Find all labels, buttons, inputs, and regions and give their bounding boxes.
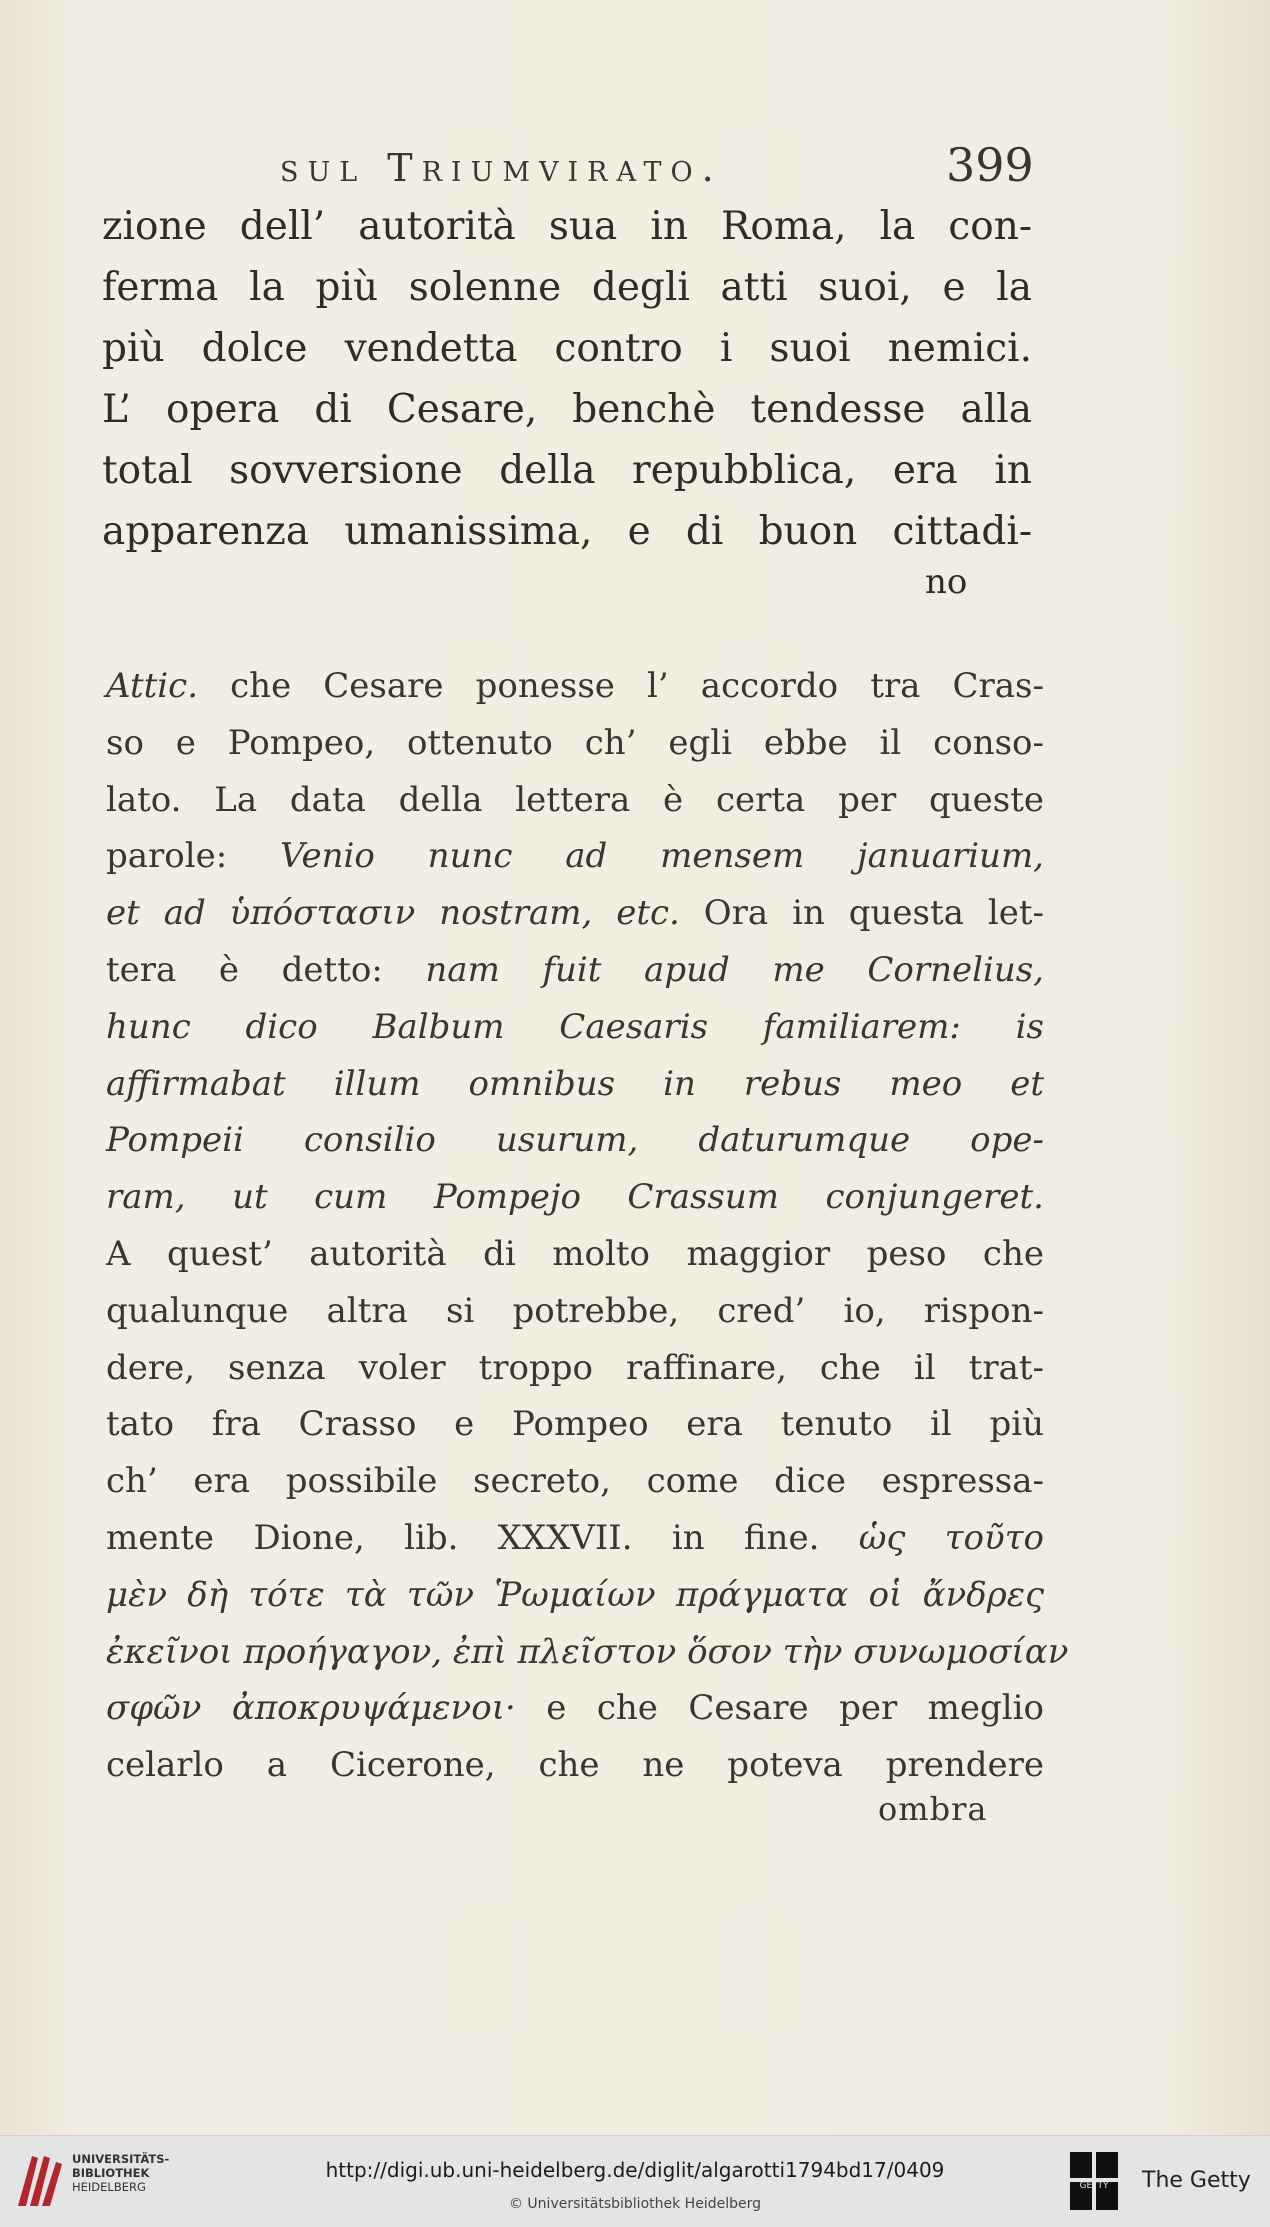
main-text: [102, 196, 1032, 562]
text-run: lato. La data della lettera è certa per queste: [106, 779, 1044, 820]
italic-run: μὲν δὴ τότε τὰ τῶν Ῥωμαίων πράγματα οἱ ἄνδρες: [106, 1574, 1044, 1615]
italic-run: affirmabat illum omnibus in rebus meo et: [106, 1063, 1044, 1104]
footnote-line: [106, 885, 1044, 942]
footnote-line: [106, 1283, 1044, 1340]
text-run: so e Pompeo, ottenuto ch’ egli ebbe il conso-: [106, 722, 1044, 763]
footnote-line: [106, 1169, 1044, 1226]
text-line: total sovversione della repubblica, era in: [102, 448, 1032, 493]
page-number: 399: [946, 138, 1034, 192]
text-run: tato fra Crasso e Pompeo era tenuto il più: [106, 1404, 1044, 1445]
copyright-notice: © Universitätsbibliothek Heidelberg: [508, 2196, 761, 2212]
text-run: mente Dione, lib. XXXVII. in fine.: [106, 1517, 859, 1558]
footnote-line: [106, 1453, 1044, 1510]
page-url-link[interactable]: http://digi.ub.uni-heidelberg.de/diglit/algarotti1794bd17/0409: [325, 2158, 945, 2182]
footnote-line: [106, 999, 1044, 1056]
footnote-catchword: ombra: [878, 1790, 988, 1828]
footnote-line: [106, 1226, 1044, 1283]
footnote-line: [106, 715, 1044, 772]
italic-run: nam fuit apud me Cornelius,: [425, 949, 1044, 990]
footnote-line: [106, 1624, 1069, 1681]
italic-run: hunc dico Balbum Caesaris familiarem: is: [106, 1006, 1044, 1047]
footnote-line: [106, 1510, 1044, 1567]
footnote-text: [106, 658, 1069, 1794]
italic-run: ἐκεῖνοι προήγαγον, ἐπὶ πλεῖστον ὅσον τὴν συνωμοσίαν: [106, 1631, 1069, 1672]
footnote-line: [106, 1737, 1044, 1794]
text-run: e che Cesare per meglio: [515, 1688, 1045, 1729]
footnote-line: [106, 772, 1044, 829]
library-name-line: UNIVERSITÄTS-: [72, 2152, 170, 2166]
getty-logo-icon: [1066, 2148, 1122, 2214]
footnote-line: [106, 1056, 1044, 1113]
italic-run: σφῶν ἀποκρυψάμενοι·: [106, 1688, 516, 1729]
library-name-line: BIBLIOTHEK: [72, 2166, 150, 2180]
footnote-line: [106, 658, 1044, 715]
text-run: ch’ era possibile secreto, come dice espressa-: [106, 1461, 1044, 1502]
footnote-line: [106, 1396, 1044, 1453]
getty-logo-text: GETTY: [1079, 2181, 1109, 2191]
text-line: L’ opera di Cesare, benchè tendesse alla: [102, 387, 1032, 432]
library-name-line: HEIDELBERG: [72, 2180, 146, 2194]
italic-run: et ad ὑπόστασιν nostram, etc.: [106, 893, 680, 934]
footnote-line: [106, 1340, 1044, 1397]
italic-run: Pompeii consilio usurum, daturumque ope-: [106, 1120, 1044, 1161]
italic-run: Venio nunc ad mensem januarium,: [280, 836, 1044, 877]
text-line: ferma la più solenne degli atti suoi, e la: [102, 265, 1032, 310]
italic-run: ram, ut cum Pompejo Crassum conjungeret.: [106, 1177, 1044, 1218]
text-run: qualunque altra si potrebbe, cred’ io, rispon-: [106, 1290, 1044, 1331]
text-run: A quest’ autorità di molto maggior peso che: [106, 1233, 1044, 1274]
footnote-line: [106, 828, 1044, 885]
italic-run: ὡς τοῦτο: [858, 1517, 1044, 1558]
running-head-title: sul Triumvirato.: [280, 146, 723, 190]
text-line: zione dell’ autorità sua in Roma, la con-: [102, 204, 1032, 249]
text-run: che Cesare ponesse l’ accordo tra Cras-: [198, 666, 1044, 706]
footnote-line: [106, 942, 1044, 999]
text-run: parole:: [106, 836, 281, 877]
text-run: tera è detto:: [106, 949, 426, 990]
text-line: più dolce vendetta contro i suoi nemici.: [102, 326, 1032, 371]
footnote-line: [106, 1112, 1044, 1169]
text-run: celarlo a Cicerone, che ne poteva prendere: [106, 1745, 1044, 1786]
running-head: [0, 138, 1270, 198]
text-run: Ora in questa let-: [679, 893, 1044, 934]
text-line: apparenza umanissima, e di buon cittadi-: [102, 509, 1032, 554]
footnote-line: [106, 1680, 1044, 1737]
italic-run: Attic.: [106, 666, 199, 706]
footnote-line: [106, 1567, 1044, 1624]
catchword: no: [925, 562, 968, 602]
partner-name: The Getty: [1142, 2168, 1251, 2193]
footer-bar: [0, 2135, 1270, 2227]
text-run: dere, senza voler troppo raffinare, che il trat-: [106, 1347, 1044, 1388]
